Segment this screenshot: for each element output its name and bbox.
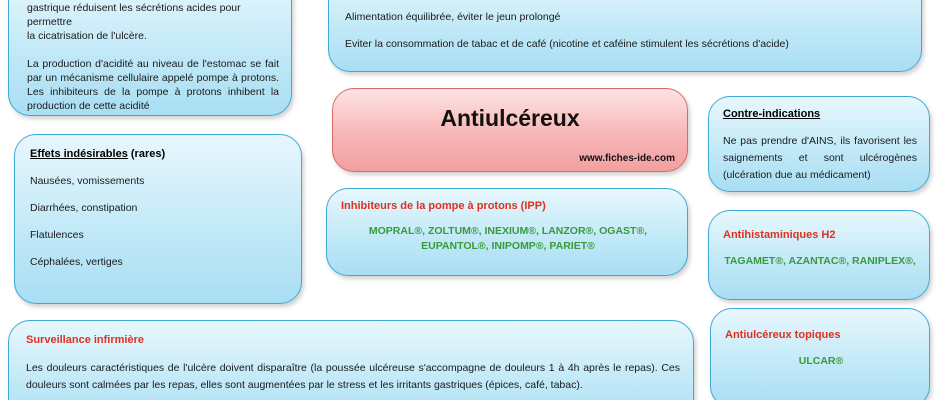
effet-item: Flatulences bbox=[30, 229, 84, 241]
hygiene-line1: Alimentation équilibrée, éviter le jeun prolongé bbox=[345, 11, 561, 23]
antihistaminiques-title: Antihistaminiques H2 bbox=[723, 229, 836, 241]
mechanism-paragraph: La production d'acidité au niveau de l'estomac se fait par un mécanisme cellulaire appelé pompe à protons. Les inhibiteurs de la pompe à protons inhibent la production de cette acidité bbox=[27, 58, 279, 112]
surveillance-box bbox=[8, 320, 694, 400]
antihistaminiques-box bbox=[708, 210, 930, 300]
mechanism-line2: la cicatrisation de l'ulcère. bbox=[27, 30, 147, 42]
effet-item: Diarrhées, constipation bbox=[30, 202, 138, 214]
effets-indesirables-box bbox=[14, 134, 302, 304]
effets-indesirables-suffix: (rares) bbox=[127, 148, 166, 160]
effets-indesirables-title: Effets indésirables bbox=[30, 148, 128, 160]
topiques-box bbox=[710, 308, 930, 400]
surveillance-title: Surveillance infirmière bbox=[26, 334, 144, 346]
ipp-drugs-line1: MOPRAL®, ZOLTUM®, INEXIUM®, LANZOR®, OGAST®, bbox=[368, 225, 648, 237]
topiques-title: Antiulcéreux topiques bbox=[725, 329, 841, 341]
antihistaminiques-drugs: TAGAMET®, AZANTAC®, RANIPLEX®, bbox=[724, 255, 916, 267]
effet-item: Nausées, vomissements bbox=[30, 175, 145, 187]
contre-indications-text: Ne pas prendre d'AINS, ils favorisent les saignements et sont ulcérogènes (ulcération due au médicament) bbox=[723, 135, 917, 181]
website-label: www.fiches-ide.com bbox=[579, 153, 675, 164]
mechanism-box bbox=[8, 0, 292, 116]
mechanism-line1: gastrique réduisent les sécrétions acides pour permettre bbox=[27, 2, 241, 28]
page-title: Antiulcéreux bbox=[440, 105, 580, 131]
topiques-drugs: ULCAR® bbox=[798, 355, 844, 367]
surveillance-text: Les douleurs caractéristiques de l'ulcère doivent disparaître (la poussée ulcéreuse s'accompagne de douleurs 1 à 4h après le repas). Ces douleurs sont calmées par les repas, elles sont augmentées par le stress et les irritants gastriques (épices, café, tabac). bbox=[26, 362, 680, 391]
effet-item: Céphalées, vertiges bbox=[30, 256, 123, 268]
hygiene-line2: Eviter la consommation de tabac et de café (nicotine et caféine stimulent les sécrétions d'acide) bbox=[345, 38, 789, 50]
ipp-title: Inhibiteurs de la pompe à protons (IPP) bbox=[341, 200, 546, 212]
contre-indications-box bbox=[708, 96, 930, 192]
hygiene-box bbox=[328, 0, 922, 72]
ipp-box bbox=[326, 188, 688, 276]
contre-indications-title: Contre-indications bbox=[723, 108, 821, 120]
title-box bbox=[332, 88, 688, 172]
ipp-drugs-line2: EUPANTOL®, INIPOMP®, PARIET® bbox=[421, 240, 595, 252]
